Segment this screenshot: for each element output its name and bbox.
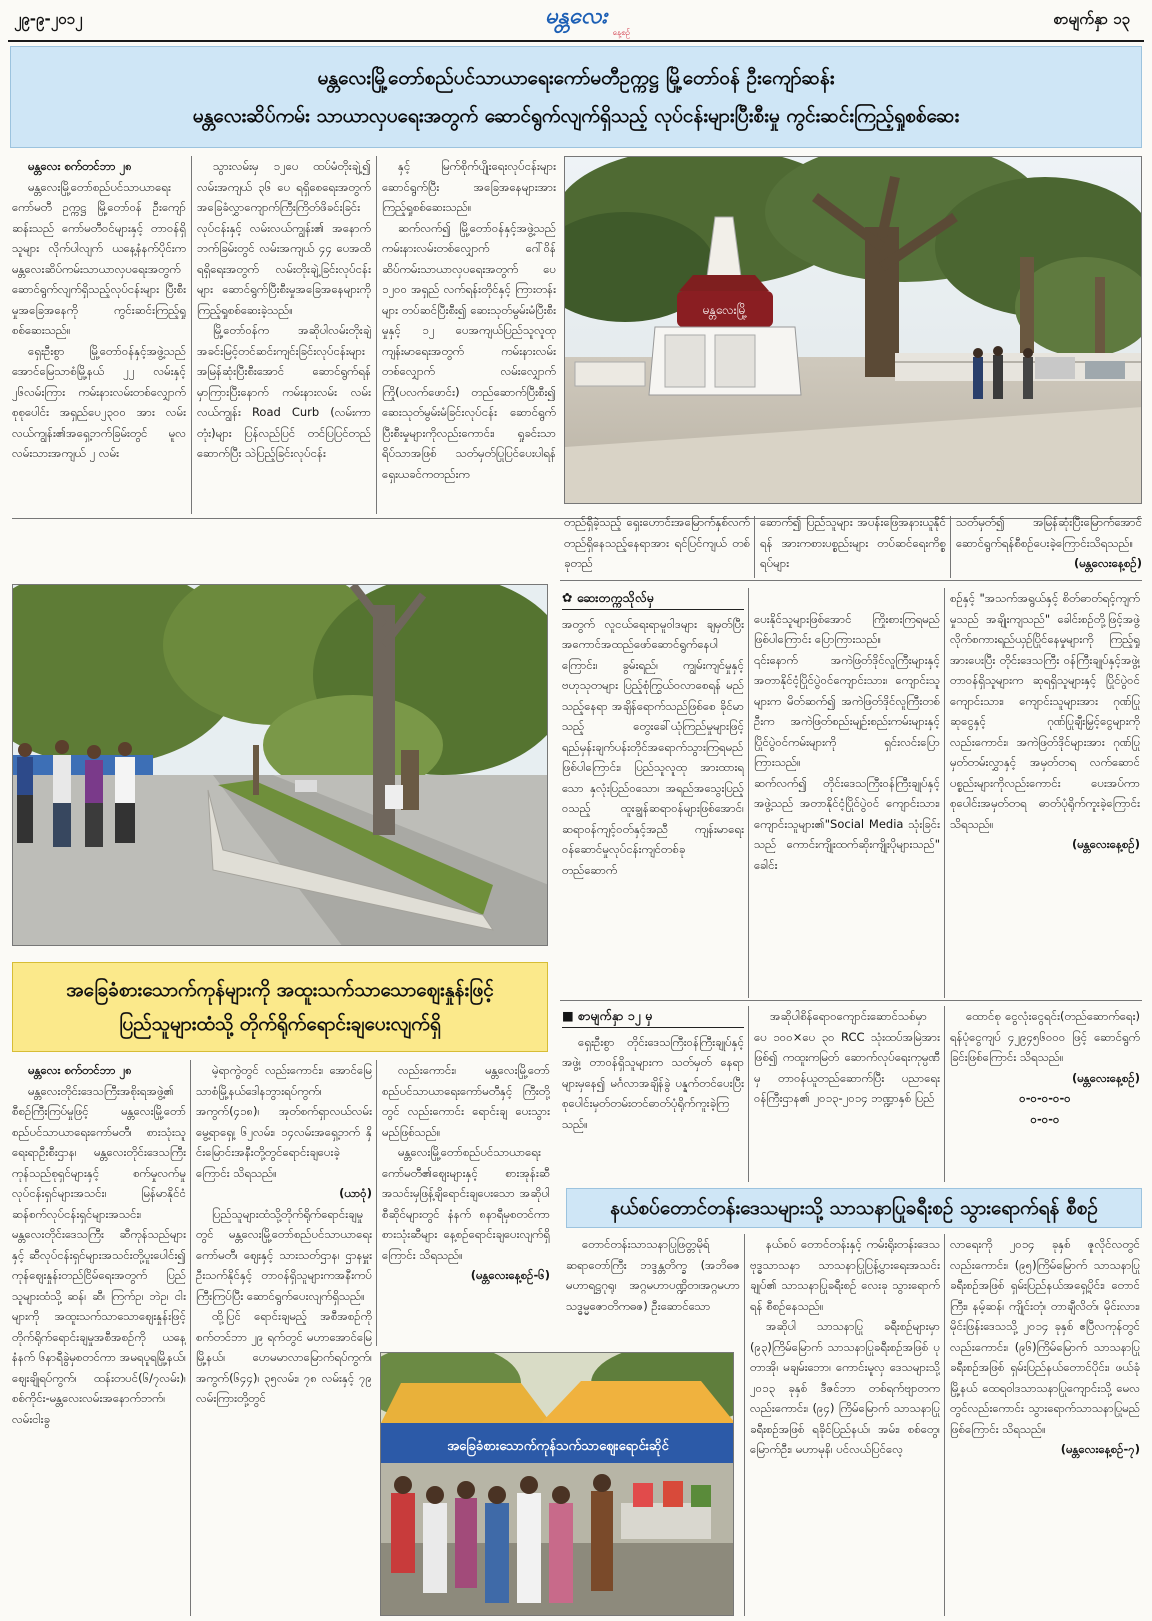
continuation2-column-1 (562, 1006, 744, 1182)
column-divider (944, 588, 945, 998)
continuation1-column-3 (950, 588, 1140, 998)
story1-paragraph: ရှေးဦးစွာ မြို့တော်ဝန်နှင့်အဖွဲ့သည် အောင်မြေသာစံမြို့နယ် ၂၂ လမ်းနှင့် ၂၆လမ်းကြား ကမ်းနားလမ်းတစ်လျှောက် စုစုပေါင်း အရှည်ပေ၂၃၀၀ အား လမ်းလယ်ကျွန်း၏အရှေ့ဘက်ခြမ်းတွင် မူလလမ်းသားအကျယ် ၂ လမ်း (12, 343, 186, 460)
photo-mandalay-sign (564, 156, 1142, 504)
stall-banner-text: အခြေခံစားသောက်ကုန်သက်သာဈေးရောင်းဆိုင် (447, 1439, 669, 1454)
photo-mandalay-sign-image (565, 157, 1142, 504)
story1-column-2 (197, 156, 371, 514)
column-divider (748, 1006, 749, 1182)
story3-paragraph: တောင်တန်းသာသနာပြုဖြတ္တမိုရ်ဆရာတော်ကြီး ဘဒ္ဒန္တတိက္ခ (အဘိဓဇမဟာရဋ္ဌဂုရု၊ အဂ္ဂမဟာပဏ္ဍိတ၊အဂ္ဂမဟာသဒ္ဓမ္မဇောတိကဓဇ) ဦးဆောင်သော (566, 1237, 740, 1313)
newspaper-logo (516, 4, 636, 40)
continuation1-heading-text: ဆေးတက္ကသိုလ်မှ (576, 590, 654, 605)
story2-column-1 (12, 1060, 186, 1616)
story2-credit-b: (မန္တလေးနေ့စဉ်-၆) (470, 1268, 550, 1282)
story1-paragraph: မန္တလေးမြို့တော်စည်ပင်သာယာရေးကော်မတီ ဥက္ကဋ္ဌ မြို့တော်ဝန် ဦးကျော်ဆန်းသည် ကော်မတီဝင်များနှင့် တာဝန်ရှိသူများ လိုက်ပါလျက် ယနေ့နံနက်ပိုင်းက မန္တလေးဆိပ်ကမ်းသာယာလှပရေးအတွက် ဆောင်ရွက်လျက်ရှိသည့်လုပ်ငန်းများ ပြီးစီးမှုအခြေအနေကို ကွင်းဆင်းကြည့်ရှုစစ်ဆေးသည်။ (12, 179, 186, 337)
column-divider (190, 1060, 191, 1616)
end-marker-2: ၀-၀-၀ (1030, 1111, 1060, 1126)
logo-subtext: နေ့စဉ် (612, 28, 630, 37)
story3-column-3 (950, 1234, 1140, 1616)
story1-credit: (မန္တလေးနေ့စဉ်) (1073, 556, 1142, 570)
header-rule (8, 40, 1144, 42)
story2-column-3 (382, 1060, 550, 1346)
story1-paragraph: မြို့တော်ဝန်က အဆိုပါလမ်းတိုးချဲ့အခင်းမြင့်တင်ဆင်းကျင်းခြင်းလုပ်ငန်းများအမြန်ဆုံးပြီးစီးအောင် ဆောင်ရွက်ရန်မှာကြားပြီးနောက် ကမ်းနားလမ်း လမ်းလယ်ကျွန်း Road Curb (လမ်းကာတုံး)များ ပြန်လည်ပြင် တင်ပြပြင်တည် ဆောက်ပြီး သဲပြည့်ခြင်းလုပ်ငန်း (197, 323, 371, 460)
issue-date: ၂၉-၉-၂၀၁၂ (14, 10, 83, 28)
story3-credit: (မန္တလေးနေ့စဉ်-၇) (1060, 1442, 1140, 1456)
photo-market-stall-image (381, 1353, 734, 1616)
continuation1-credit: (မန္တလေးနေ့စဉ်) (1071, 837, 1140, 851)
column-divider (744, 1234, 745, 1616)
logo-text: မန္တလေး (544, 3, 608, 29)
story2-paragraph: ပြည်သူများထံသို့တိုက်ရိုက်ရောင်းချမှုတွင် မန္တလေးမြို့တော်စည်ပင်သာယာရေးကော်မတီ၊ ဈေးနှင့် သားသတ်ဌာန၊ ဌာနမှူးဦးသက်နိုင်နှင့် တာဝန်ရှိသူများကအနီးကပ် ကြီးကြပ်ပြီး ဆောင်ရွက်ပေးလျက်ရှိသည်။ (196, 1206, 372, 1303)
story1-paragraph: တည်ရှိခဲ့သည့် ရှေးဟောင်းအမြောက်နှစ်လက် တည်ရှိနေသည့်နေရာအား ရင်ပြင်ကျယ် တစ်ခုတည် (564, 515, 750, 570)
section-rule (560, 580, 1142, 581)
story2-credit-a: (ယာဝုံ) (339, 1186, 372, 1200)
continuation1-column-2 (754, 588, 940, 998)
column-divider (376, 156, 377, 514)
continuation2-column-3 (950, 1006, 1140, 1182)
column-divider (748, 588, 749, 998)
story1-continuation-2 (760, 512, 946, 580)
story1-continuation-3 (956, 512, 1142, 580)
story2-headline-line2: ပြည်သူများထံသို့ တိုက်ရိုက်ရောင်းချပေးလျက်ရှိ (119, 1013, 441, 1035)
story1-paragraph: သွားလမ်းမှ ၁၂ပေ ထပ်မံတိုးချဲ့၍ လမ်းအကျယ် ၃၆ ပေ ရရှိစေရေးအတွက် အခြေခံလွှာကျောက်ကြီးကြိတ်ဖိခင်းခြင်းလုပ်ငန်းနှင့် လမ်းလယ်ကျွန်း၏ အနောက်ဘက်ခြမ်းတွင် လမ်းအကျယ် ၄၄ ပေအထိ ရရှိရေးအတွက် လမ်းတိုးချဲ့ခြင်းလုပ်ငန်းများ ဆောင်ရွက်ပြီးစီးမှုအခြေအနေများကို ကြည့်ရှုစစ်ဆေးခဲ့သည်။ (197, 159, 371, 317)
end-marker-1: ၀-၀-၀-၀-၀ (1019, 1091, 1071, 1105)
story2-paragraph: မန္တလေးမြို့တော်စည်ပင်သာယာရေးကော်မတီ၏ဈေးများနှင့် စားအုန်းဆီအသင်းမှဖြန့်ချိရောင်းချပေးသော အဆိုပါစီဆိုင်များတွင် နံနက် ၈နာရီမှစတင်ကာ စားသုံးဆီများ နေ့စဉ်ရောင်းချပေးလျက်ရှိကြောင်း သိရသည်။ (382, 1145, 550, 1262)
column-divider (754, 516, 755, 578)
column-divider (944, 1006, 945, 1182)
story3-headline-box (566, 1188, 1142, 1228)
story2-dateline: မန္တလေး စက်တင်ဘာ ၂၈ (28, 1063, 132, 1077)
photo-road-inspection-image (13, 585, 548, 946)
photo-road-inspection (12, 584, 548, 946)
story2-column-2 (196, 1060, 372, 1616)
story1-paragraph: ဆောက်၍ ပြည်သူများ အပန်းဖြေအနားယူနိုင်ရန် အားကစားပစ္စည်းများ တပ်ဆင်ရေးကိစ္စရပ်များ (760, 515, 946, 570)
photo-market-stall (380, 1352, 734, 1616)
flower-icon: ✿ (562, 590, 577, 605)
continuation2-credit: (မန္တလေးနေ့စဉ်) (1071, 1070, 1140, 1085)
column-divider (950, 516, 951, 578)
continuation1-paragraph: စဉ်နှင့် "အသက်အရွယ်နှင့် စိတ်ဓာတ်ရင့်ကျက်မှုသည် အချိုးကျသည်" ခေါင်းစဉ်တို့ဖြင့်အဖွဲ့လိုက်စကားရည်ယှဉ်ပြိုင်နေမှုများကို ကြည့်ရှုအားပေးပြီး တိုင်းဒေသကြီး ဝန်ကြီးချုပ်နှင့်အဖွဲ့၊ တာဝန်ရှိသူများက ဆုရရှိသူများနှင့် ပြိုင်ပွဲဝင် ကျောင်းသား၊ ကျောင်းသူများအား ဂုဏ်ပြုဆုငွေနှင့် ဂုဏ်ပြုချီးမြှင့်ငွေများကိုလည်းကောင်း၊ အကဲဖြတ်ဒိုင်များအား ဂုဏ်ပြုမှတ်တမ်းလွှာနှင့် အမှတ်တရ လက်ဆောင်ပစ္စည်းများကိုလည်းကောင်း ပေးအပ်ကာ စုပေါင်းအမှတ်တရ ဓာတ်ပုံရိုက်ကူးခဲ့ကြောင်း သိရသည်။ (950, 591, 1140, 831)
story2-headline-line1: အခြေခံစားသောက်ကုန်များကို အထူးသက်သာသောဈေးနှုန်းဖြင့် (66, 979, 494, 1001)
story1-paragraph: သတ်မှတ်၍ အမြန်ဆုံးပြီးမြောက်အောင်ဆောင်ရွက်ရန်စီစဉ်ပေးခဲ့ကြောင်းသိရသည်။ (956, 515, 1142, 550)
story1-paragraph: ဆက်လက်၍ မြို့တော်ဝန်နှင့်အဖွဲ့သည် ကမ်းနားလမ်းတစ်လျှောက် ဂေါ်ဝိန်ဆိပ်ကမ်းသာယာလှပရေးအတွက် ပေ ၁၂၀၀ အရှည် လက်ရန်းတိုင်နှင့် ကြားတန်းများ တပ်ဆင်ပြီးစီး၍ ဆေးသုတ်မွမ်းမံပြီးစီးမှုနှင့် ၁၂ ပေအကျယ်ပြည်သူလူထုကျန်းမာရေးအတွက် ကမ်းနားလမ်းတစ်လျှောက် လမ်းလျှောက်ကြို(ပလက်ဖောင်း) တည်ဆောက်ပြီးစီး၍ ဆေးသုတ်မွမ်းမံခြင်းလုပ်ငန်း ဆောင်ရွက်ပြီးစီးမှုများကိုလည်းကောင်း၊ ရှုခင်းသာရိပ်သာအဖြစ် သတ်မှတ်ပြုပြင်ပေးပါရန် ရှေးယခင်ကတည်းက (382, 220, 556, 481)
story1-column-1 (12, 156, 186, 514)
square-bullet-icon: ■ (562, 1008, 579, 1023)
continuation2-paragraph: ရှေးဦးစွာ တိုင်းဒေသကြီးဝန်ကြီးချုပ်နှင့်အဖွဲ့၊ တာဝန်ရှိသူများက သတ်မှတ် နေရာများမှနေ၍ မင်္ဂလာအချိန်ခွဲ ပန္နက်တင်ပေးပြီး စုပေါင်းမှတ်တမ်းတင်ဓာတ်ပုံရိုက်ကူးခဲ့ကြသည်။ (562, 1034, 744, 1131)
story3-column-1 (566, 1234, 740, 1350)
story3-paragraph: နယ်စပ် တောင်တန်းနှင့် ကမ်းရိုးတန်းဒေသ ဗုဒ္ဓသာသနာ သာသနာပြုပြန့်ပွားရေးအသင်းချုပ်၏ သာသနာပြုခရီးစဉ် လေးခု သွားရောက်ရန် စီစဉ်နေသည်။ (750, 1237, 940, 1313)
main-headline-banner (10, 46, 1142, 148)
story3-headline: နယ်စပ်တောင်တန်းဒေသများသို့ သာသနာပြုခရီးစဉ် သွားရောက်ရန် စီစဉ် (610, 1197, 1098, 1219)
story2-paragraph: မန္တလေးတိုင်းဒေသကြီးအစိုးရအဖွဲ့၏ စီစဉ်ကြီးကြပ်မှုဖြင့် မန္တလေးမြို့တော်စည်ပင်သာယာရေးကော်မတီ၊ စားသုံးသူရေးရာဦးစီးဌာန၊ မန္တလေးတိုင်းဒေသကြီးကုန်သည်စုရှင်များနှင့် စက်မှုလက်မှုလုပ်ငန်းရှင်များအသင်း၊ မြန်မာနိုင်ငံဆန်စက်လုပ်ငန်းရှင်များအသင်း၊ မန္တလေးတိုင်းဒေသကြီး ဆီကုန်သည်များနှင့် ဆီလုပ်ငန်းရှင်များအသင်းတို့ပူးပေါင်း၍ ကုန်ဈေးနှုန်းတည်ငြိမ်ရေးအတွက် ပြည်သူများထံသို့ ဆန်၊ ဆီ၊ ကြက်ဥ၊ ဘဲဥ၊ ငါးများကို အထူးသက်သာသောဈေးနှုန်းဖြင့် တိုက်ရိုက်ရောင်းချမှုအစီအစဉ်ကို ယနေ့ နံနက် ၆နာရီခွဲမှစတင်ကာ အမရပူရမြို့နယ်၊ ဈေးချိုရပ်ကွက်၊ ထန်းတပင်(၆/၇လမ်း)၊ စစ်ကိုင်း-မန္တလေးလမ်းအနောက်ဘက်၊ လမ်းငါးခွ (12, 1083, 186, 1426)
story3-paragraph: အဆိုပါ သာသနာပြု ခရီးစဉ်များမှာ (၉၃)ကြိမ်မြောက် သာသနာပြုခရီးစဉ်အဖြစ် ပုတာအို၊ မချမ်းဘော၊ ကောင်းမူလှ ဒေသများသို့ ၂၀၁၃ ခုနှစ် ဒီဇင်ဘာ တစ်ရက်ဗျာတကလည်းကောင်း၊ (၉၄) ကြိမ်မြောက် သာသနာပြုခရီးစဉ်အဖြစ် ရခိုင်ပြည်နယ်၊ အမ်း၊ စစ်တွေ၊ မြောက်ဦး၊ မဟာမုနိ၊ ပင်လယ်ပြင်လေ့ (750, 1319, 940, 1456)
story1-dateline: မန္တလေး စက်တင်ဘာ ၂၈ (28, 159, 132, 173)
story2-paragraph: လည်းကောင်း၊ မန္တလေးမြို့တော်စည်ပင်သာယာရေးကော်မတီနှင့် ကြီးတို့ တွင် လည်းကောင်း ရောင်းချ ပေးသွားမည်ဖြစ်သည်။ (382, 1063, 550, 1139)
continuation2-column-2 (754, 1006, 940, 1182)
continuation1-heading (562, 588, 744, 610)
column-divider (944, 1234, 945, 1616)
story2-headline-box (12, 962, 548, 1052)
page-number: စာမျက်နှာ ၁၃ (1053, 10, 1130, 28)
continuation1-paragraph: ပေးနိုင်သူများဖြစ်အောင် ကြိုးစားကြရမည် ဖြစ်ပါကြောင်း ပြောကြားသည်။ ၎င်းနောက် အကဲဖြတ်ဒိုင်လူကြီးများနှင့် အတာနိုင်ငံ့ပြိုင်ပွဲဝင်ကျောင်းသား၊ ကျောင်းသူများက မိတ်ဆက်၍ အကဲဖြတ်ဒိုင်လူကြီးတစ်ဦးက အကဲဖြတ်စည်းမျဉ်းစည်းကမ်းများနှင့် ပြိုင်ပွဲဝင်ကမ်းများကို ရှင်းလင်းပြောကြားသည်။ ဆက်လက်၍ တိုင်းဒေသကြီးဝန်ကြီးချုပ်နှင့်အဖွဲ့သည် အတာနိုင်ငံ့ပြိုင်ပွဲဝင် ကျောင်းသား၊ ကျောင်းသူများ၏"Social Media သုံးခြင်းသည် ကောင်းကျိုးထက်ဆိုးကျိုးပိုများသည်" ခေါင်း (754, 611, 940, 872)
main-headline-line1: မန္တလေးမြို့တော်စည်ပင်သာယာရေးကော်မတီဥက္ကဋ္ဌ မြို့တော်ဝန် ဦးကျော်ဆန်း (317, 67, 835, 89)
continuation2-paragraph: အဆိုပါစိန်ရောဝကျောင်းဆောင်သစ်မှာ ပေ ၁၀၀×ပေ ၃၀ RCC သုံးထပ်အမြဲအားဖြစ်၍ ကထူးကမြတ် ဆောက်လုပ်ရေးကုမ္ပဏီမှ တာဝန်ယူတည်ဆောက်ပြီး ပညာရေးဝန်ကြီးဌာန၏ ၂၀၁၃-၂၀၁၄ ဘဏ္ဍာနှစ် ပြည် (754, 1009, 940, 1105)
continuation2-paragraph: ထောင်စု ငွေလုံးငွေရင်း(တည်ဆောက်ရေး) ရန်ပုံငွေကျပ် ၄၂၉၄၅၆၀၀၀ ဖြင့် ဆောင်ရွက်ခြင်းဖြစ်ကြောင်း သိရသည်။ (950, 1009, 1140, 1064)
continuation1-column-1 (562, 588, 744, 998)
story2-paragraph: ထို့ပြင် ရောင်းချမည့် အစီအစဉ်ကို စက်တင်ဘာ ၂၉ ရက်တွင် မဟာအောင်မြေမြို့နယ်၊ ဟေမမာလာမြောက်ရပ်ကွက်၊ အကွက်(၆၄၄)၊ ၃၅လမ်း၊ ၇၈ လမ်းနှင့် ၇၉ လမ်းကြားတို့တွင် (196, 1309, 372, 1405)
continuation1-paragraph: အတွက် လူငယ်ရေးရာမူဝါဒများ ချမှတ်ပြီး အကောင်အထည်ဖော်ဆောင်ရွက်နေပါကြောင်း၊ ခွမ်းရည်၊ ကျွမ်းကျင်မှုနှင့် ဗဟုသုတများ ပြည့်စုံကြွယ်ဝလာစေရန် မည်သည့်နေရာ အချိန်ရောက်သည်ဖြစ်စေ ခိုင်မာသည့် တွေးခေါ်ယုံကြည်မှုများဖြင့် ရည်မှန်းချက်ပန်းတိုင်အရောက်သွားကြရမည်ဖြစ်ပါကြောင်း၊ ပြည်သူလူထု အားထားရသော နှလုံးပြည်ဝသော၊ အရည်အသွေးပြည့်ဝသည့် ထူးချွန်ဆရာဝန်များဖြစ်အောင်၊ ဆရာဝန်ကျင့်ဝတ်နှင့်အညီ ကျန်းမာရေးဝန်ဆောင်မှုလုပ်ငန်းကျင်တစ်ခု တည်ဆောက် (562, 616, 744, 877)
story1-continuation-1 (564, 512, 750, 580)
story1-column-3 (382, 156, 556, 514)
main-headline-line2: မန္တလေးဆိပ်ကမ်း သာယာလှပရေးအတွက် ဆောင်ရွက်လျက်ရှိသည့် လုပ်ငန်းများပြီးစီးမှု ကွင်းဆင်းကြည့်ရှုစစ်ဆေး (192, 105, 960, 127)
column-divider (376, 1060, 377, 1346)
section-rule (560, 1000, 1142, 1001)
column-divider (191, 156, 192, 514)
story3-column-2 (750, 1234, 940, 1616)
story3-paragraph: လာရေးကို ၂၀၁၄ ခုနှစ် ဇူလိုင်လတွင်လည်းကောင်း၊ (၉၅)ကြိမ်မြောက် သာသနာပြုခရီးစဉ်အဖြစ် ရှမ်းပြည်နယ်အရှေ့ပိုင်း၊ တောင်ကြီး၊ နမ့်ဆန်၊ ကျိုင်းတုံ၊ တာချီလိတ်၊ မိုင်းလား၊ မိုင်းဖြန်းဒေသသို့ ၂၀၁၄ ခုနှစ် ဧပြီလကုန်တွင် လည်းကောင်း၊ (၉၆)ကြိမ်မြောက် သာသနာပြုခရီးစဉ်အဖြစ် ရှမ်းပြည်နယ်တောင်ပိုင်း၊ ဖယ်ခုံမြို့နယ် ထေရဝါဒသာသနာပြုကျောင်းသို့ မေလတွင်လည်းကောင်း သွားရောက်သာသနာပြုမည်ဖြစ်ကြောင်း သိရသည်။ (950, 1237, 1140, 1436)
continuation2-heading-text: စာမျက်နှာ ၁၂ မှ (578, 1008, 653, 1023)
continuation2-heading (562, 1006, 744, 1028)
sign-text: မန္တလေးမြို့ (702, 303, 748, 317)
story2-paragraph: မဲ့ရာကွဲတွင် လည်းကောင်း၊ အောင်မြေသာစံမြို့နယ်ဒေါနဘွားရပ်ကွက်၊ အကွက်(၄၁၈)၊ အုတ်စက်ရှာလယ်လမ်း မွေ့ရာရှေ့၊ ၆၂လမ်း၊ ၁၄လမ်းအရှေ့ဘက် နှိင်းမြောင်းအနီးတို့တွင်ရောင်းချပေးခဲ့ကြောင်း သိရသည်။ (196, 1063, 372, 1180)
story1-paragraph: နှင့် မြက်စိုက်ပျိုးရေးလုပ်ငန်းများ ဆောင်ရွက်ပြီး အခြေအနေများအား ကြည့်ရှုစစ်ဆေးသည်။ (382, 159, 556, 214)
